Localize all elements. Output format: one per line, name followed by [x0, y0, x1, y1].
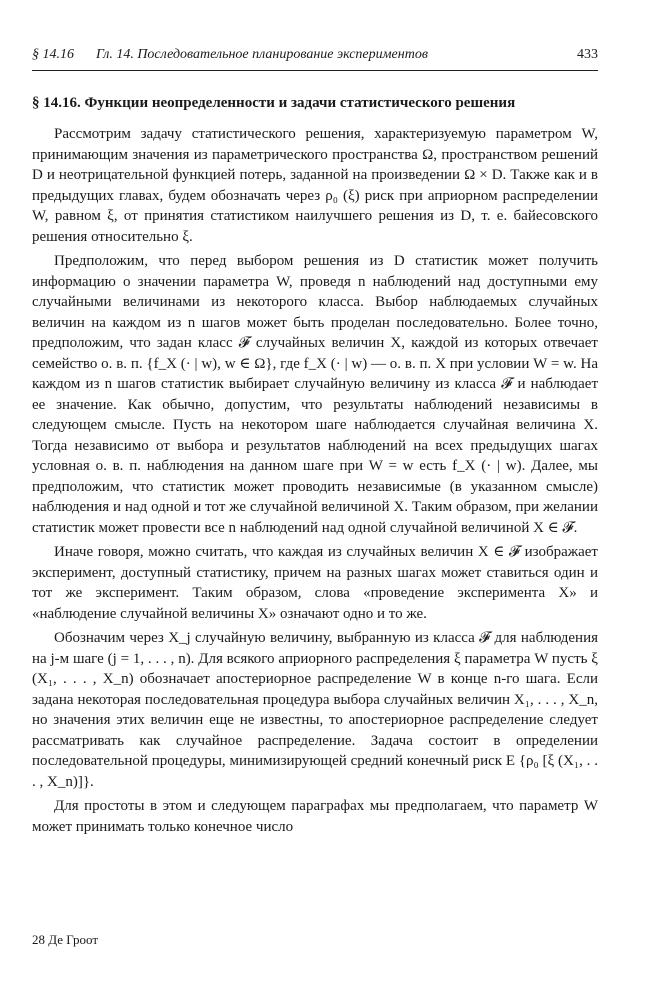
running-head-left [32, 46, 428, 64]
header-rule [32, 70, 598, 71]
paragraph-5: Для простоты в этом и следующем параграфах мы предполагаем, что параметр W может принимать только конечное число [32, 798, 598, 835]
page-number: 433 [577, 47, 598, 62]
paragraph-1: Рассмотрим задачу статистического решения, характеризуемую параметром W, принимающим значения из параметрического пространства Ω, пространством решений D и неотрицательной функцией потерь, заданной на произведении Ω × D. Также как и в предыдущих главах, будем обозначать через ρ₀ (ξ) риск при априорном распределении W, равном ξ, от принятия статистиком наилучшего решения из D, т. е. байесовского решения относительно ξ. [32, 126, 598, 245]
running-head [32, 46, 598, 64]
chapter-title: Гл. 14. Последовательное планирование экспериментов [96, 47, 428, 62]
paragraph-4: Обозначим через X_j случайную величину, выбранную из класса 𝓕 для наблюдения на j-м шаге (j = 1, . . . , n). Для всякого априорного распределения ξ параметра W пусть ξ (X₁, . . . , X_n) обозначает апостериорное распределение W в конце n-го шага. Если задана некоторая последовательная процедура выбора случайных величин X₁, . . . , X_n, но значения этих величин еще не известны, то апостериорное распределение следует рассматривать как случайное распределение. Задача состоит в определении последовательной процедуры, минимизирующей средний конечный риск E {ρ₀ [ξ (X₁, . . . , X_n)]}. [32, 630, 598, 790]
paragraph-2: Предположим, что перед выбором решения из D статистик может получить информацию о значении параметра W, проведя n наблюдений над доступными ему случайными величинами из некоторого класса. Выбор наблюдаемых случайных величин на каждом из n шагов может быть проделан последовательно. Более точно, предположим, что задан класс 𝓕 случайных величин X, каждой из которых отвечает семейство о. в. п. {f_X (· | w), w ∈ Ω}, где f_X (· | w) — о. в. п. X при условии W = w. На каждом из n шагов статистик выбирает случайную величину из класса 𝓕 и наблюдает ее значение. Как обычно, допустим, что результаты наблюдений независимы в следующем смысле. Пусть на некотором шаге наблюдается случайная величина X. Тогда независимо от выбора и результатов наблюдений на всех предыдущих шагах условная о. в. п. наблюдения на данном шаге при W = w есть f_X (· | w). Далее, мы предположим, что статистик может проводить независимые (в указанном смысле) наблюдения и над одной и тот же случайной величиной X. Таким образом, при желании статистик может провести все n наблюдений над одной случайной величиной X ∈ 𝓕. [32, 253, 598, 536]
book-page [32, 46, 598, 841]
section-title: § 14.16. Функции неопределенности и задачи статистического решения [32, 95, 516, 111]
printer-signature: 28 Де Гроот [32, 932, 99, 947]
section-reference: § 14.16 [32, 47, 74, 62]
paragraph-3: Иначе говоря, можно считать, что каждая из случайных величин X ∈ 𝓕 изображает эксперимент, доступный статистику, причем на разных шагах может ставиться один и тот же эксперимент. Таким образом, слова «проведение эксперимента X» и «наблюдение случайной величины X» означают одно и то же. [32, 544, 598, 622]
